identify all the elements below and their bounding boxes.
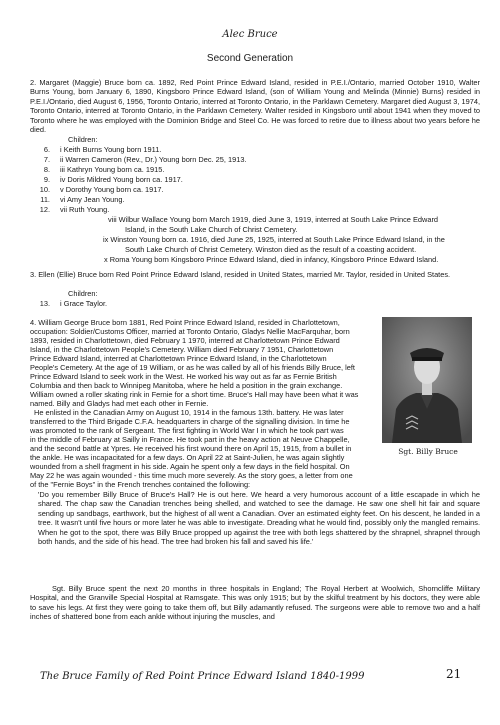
text-line: Columbia and then back to Winnipeg Manitoba, where he held a position in the grain exchange.	[30, 381, 343, 390]
text-line: and the second battle at Ypres. He received his first wound there on April 15, 1915, from a bullet in	[30, 444, 352, 453]
child-number: 8.	[43, 165, 50, 174]
text-line: wounded from a shell fragment in his side. Again he spent only a few days in the field hospital. On	[30, 462, 350, 471]
text-line: Prince Edward Island, interred at Charlottetown Prince Edward Island, in the Charlottetown	[30, 354, 327, 363]
soldier-portrait-image	[382, 317, 472, 443]
paragraph-sgt-hospitals: Sgt. Billy Bruce spent the next 20 months in three hospitals in England; The Royal Herbert at Woolwich, Shorncliffe Military Hospital, and the Granville Special Hospital at Ramsgate. This was only 1915; but by the skilful treatment by his doctors, they were able to save his legs. At first they were going to take them off, but Billy adamantly refused. The surgeons were able to remove two and a half inches of shattered bone from each ankle without injuring the muscles, and	[30, 584, 480, 622]
child-entry-extra-cont: Island, in the South Lake Church of Christ Cemetery.	[125, 225, 298, 234]
paragraph-margaret: 2. Margaret (Maggie) Bruce born ca. 1892, Red Point Prince Edward Island, resided in P.E.I./Ontario, married October 1910, Walter Burns Young, born January 6, 1890, Kingsboro Prince Edward Island, (son of William Young and Melinda (Minnie) Burns) resided in P.E.I./Ontario, died August 6, 1956, Toronto Ontario, interred at Toronto Ontario, in the Parklawn Cemetery. Margaret died August 3, 1974, Toronto Ontario, interred at Toronto Ontario, in the Parklawn Cemetery. Walter resided in Kingsboro until about 1941 when they moved to Toronto where he was employed with the Dominion Bridge and Steel Co. He was forced to retire due to illness about two years before he died.	[30, 78, 480, 135]
text-line: 4. William George Bruce born 1881, Red Point Prince Edward Island, resided in Charlottetown,	[30, 318, 340, 327]
text-line: of the "Fernie Boys" in the French trenches contained the following:	[30, 480, 251, 489]
child-number: 11.	[40, 195, 50, 204]
children-label-margaret: Children:	[68, 135, 98, 144]
child-entry-extra: ix Winston Young born ca. 1916, died June 25, 1925, interred at South Lake Prince Edward Island, in the	[103, 235, 445, 244]
child-number: 13.	[39, 299, 50, 308]
children-label-ellen: Children:	[68, 289, 98, 298]
child-entry-extra: x Roma Young born Kingsboro Prince Edward Island, died in infancy, Kingsboro Prince Edward Island.	[104, 255, 439, 264]
footer-title: The Bruce Family of Red Point Prince Edward Island 1840-1999	[40, 671, 365, 682]
text-line: Island, in the Charlottetown People's Cemetery. William died February 7 1951, Charlottetown	[30, 345, 334, 354]
child-number: 9.	[43, 175, 50, 184]
text-line: Prince Edward Island to seek work in the West. He worked his way out as far as Fernie British	[30, 372, 337, 381]
text-line: occupation: Soldier/Customs Officer, married at Toronto Ontario, Gladys Nellie MacFarquhar, born	[30, 327, 350, 336]
text-line: transferred to the Third Brigade C.F.A. headquarters in charge of the signalling division. In time he	[30, 417, 350, 426]
text-line: the ankle. He was incapacitated for a few days. On April 22 at Saint-Julien, he was again slightly	[30, 453, 345, 462]
running-head: Alec Bruce	[222, 29, 278, 40]
portrait-photo	[382, 317, 472, 443]
child-number: 10.	[39, 185, 50, 194]
child-text: v Dorothy Young born ca. 1917.	[60, 185, 164, 194]
text-line: was promoted to the rank of Sergeant. The first fighting in World War I in which he took part was	[30, 426, 344, 435]
child-number: 12.	[39, 205, 50, 214]
paragraph-quote: 'Do you remember Billy Bruce of Bruce's Hall? He is out here. We heard a very humorous account of a little escapade in which he shared. The chap saw the Canadian trenches being shelled, and watched to see the damage. He saw one shell hit fair and square sending up sandbags, earthwork, but the highest of all went a Canadian. Over an estimated eighty feet. On his descent, he landed in a tree. It wasn't until five hours or more later he was able to investigate. Dreading what he would find, possibly only the mangled remains. When he got to the spot, there was Billy Bruce propped up against the tree with both legs shattered by the shrapnel, shrapnel through both hands, and the side of his head. The tree had broken his fall and saved his life.'	[38, 490, 480, 547]
child-text: iii Kathryn Young born ca. 1915.	[60, 165, 165, 174]
child-number: 6.	[43, 145, 50, 154]
child-entry-extra-cont: South Lake Church of Christ Cemetery. Winston died as the result of a coasting accident.	[125, 245, 417, 254]
child-text: i Grace Taylor.	[60, 299, 108, 308]
child-text: iv Doris Mildred Young born ca. 1917.	[60, 175, 183, 184]
child-text: vi Amy Jean Young.	[60, 195, 125, 204]
photo-caption: Sgt. Billy Bruce	[398, 447, 458, 456]
text-line: in the middle of February at Sailly in France. He took part in the heavy action at Neuve Chappelle,	[30, 435, 350, 444]
text-line: He enlisted in the Canadian Army on August 10, 1914 in the famous 13th. battery. He was later	[34, 408, 344, 417]
text-line: William owned a roller skating rink in Fernie for a short time. Bruce's Hall may have been what it was	[30, 390, 359, 399]
paragraph-ellen: 3. Ellen (Ellie) Bruce born Red Point Prince Edward Island, resided in United States, married Mr. Taylor, resided in United States.	[30, 270, 451, 279]
child-text: i Keith Burns Young born 1911.	[60, 145, 162, 154]
page-number: 21	[446, 667, 462, 681]
child-text: ii Warren Cameron (Rev., Dr.) Young born Dec. 25, 1913.	[60, 155, 247, 164]
text-line: named. Billy and Gladys had met each other in Fernie.	[30, 399, 209, 408]
child-number: 7.	[43, 155, 50, 164]
text-line: May 22 he was again wounded - this time much more severely. As the story goes, a letter from one	[30, 471, 353, 480]
section-title: Second Generation	[206, 53, 294, 64]
text-line: People's Cemetery. At the age of 19 William, or as he was called by all of his friends Billy Bruce, left	[30, 363, 355, 372]
text-line: 1893, resided in Charlottetown, died February 1 1970, interred at Charlottetown Prince Edward	[30, 336, 340, 345]
child-entry-extra: viii Wilbur Wallace Young born March 1919, died June 3, 1919, interred at South Lake Prince Edward	[108, 215, 439, 224]
child-text: vii Ruth Young.	[60, 205, 110, 214]
